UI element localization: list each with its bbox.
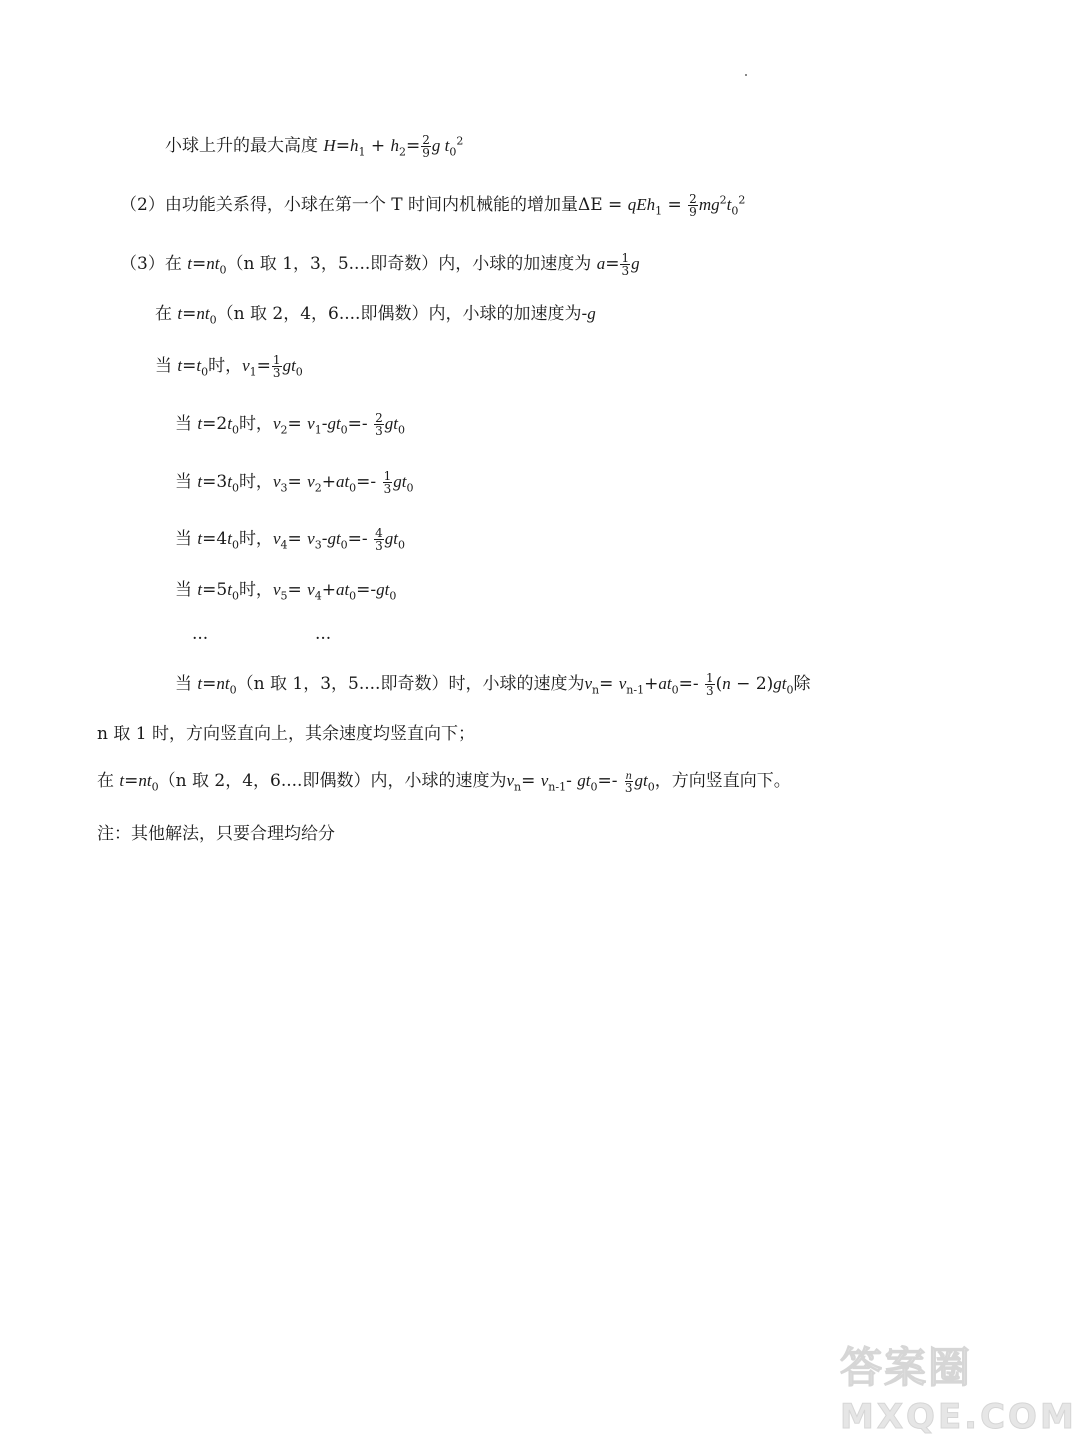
watermark-logo — [840, 1335, 1077, 1437]
ellipsis-right: ... — [315, 624, 332, 644]
v1-line: 当 $t=t_0$时，$v_1=$ $\frac{1}{3}$ $gt_0$ — [155, 353, 303, 380]
watermark-bottom: MXQE.COM — [840, 1397, 1077, 1437]
even-interval-acceleration-line: 在 $t=nt_0(n$ 取 2，4，6....即偶数）内，小球的加速度为-g — [155, 304, 596, 327]
even-velocity-line: 在 $t=nt_0(n$ 取 2，4，6....即偶数）内，小球的速度为$v_n= v_{n-1}-$ $gt_0=-$ $\frac{n}{3}$ $gt_0$，方向竖直向下。 — [97, 768, 791, 795]
energy-increase-line: （2）由功能关系得，小球在第一个 T 时间内机械能的增加量ΔE = qEh$_1$ = $\frac{2}{9}$ $mg^2t_0^2$ — [120, 192, 746, 219]
ellipsis-left: ... — [192, 624, 209, 644]
scoring-note-line: 注：其他解法，只要合理均给分 — [97, 824, 335, 844]
stray-dot — [745, 74, 747, 76]
v2-line: 当 $t=2t_0$时，$v_2= v_1-gt_0=-$ $\frac{2}{3}$ $gt_0$ — [175, 411, 405, 438]
v3-line: 当 $t=3t_0$时，$v_3= v_2+at_0=-$ $\frac{1}{3}$ $gt_0$ — [175, 469, 414, 496]
v5-line: 当 $t=5t_0$时，$v_5= v_4+at_0=-gt_0$ — [175, 580, 397, 603]
odd-velocity-line: 当 $t=nt_0(n$ 取 1，3，5....即奇数）时，小球的速度为$v_n= v_{n-1}+at_0=-$ $\frac{1}{3}$ $(n - 2)gt_0$除 — [175, 671, 811, 698]
v4-line: 当 $t=4t_0$时，$v_4= v_3-gt_0=-$ $\frac{4}{3}$ $gt_0$ — [175, 526, 405, 553]
direction-note-line: n 取 1 时，方向竖直向上，其余速度均竖直向下； — [97, 724, 475, 744]
max-height-line: 小球上升的最大高度 $H=h_1 + h_2=$ $\frac{2}{9}$ g $t_0^2$ — [165, 133, 464, 160]
watermark-top: 答案圈 — [840, 1343, 973, 1392]
odd-interval-acceleration-line: （3）在 $t=nt_0(n$ 取 1，3，5....即奇数）内，小球的加速度为 a= $\frac{1}{3}$ g — [120, 251, 640, 278]
